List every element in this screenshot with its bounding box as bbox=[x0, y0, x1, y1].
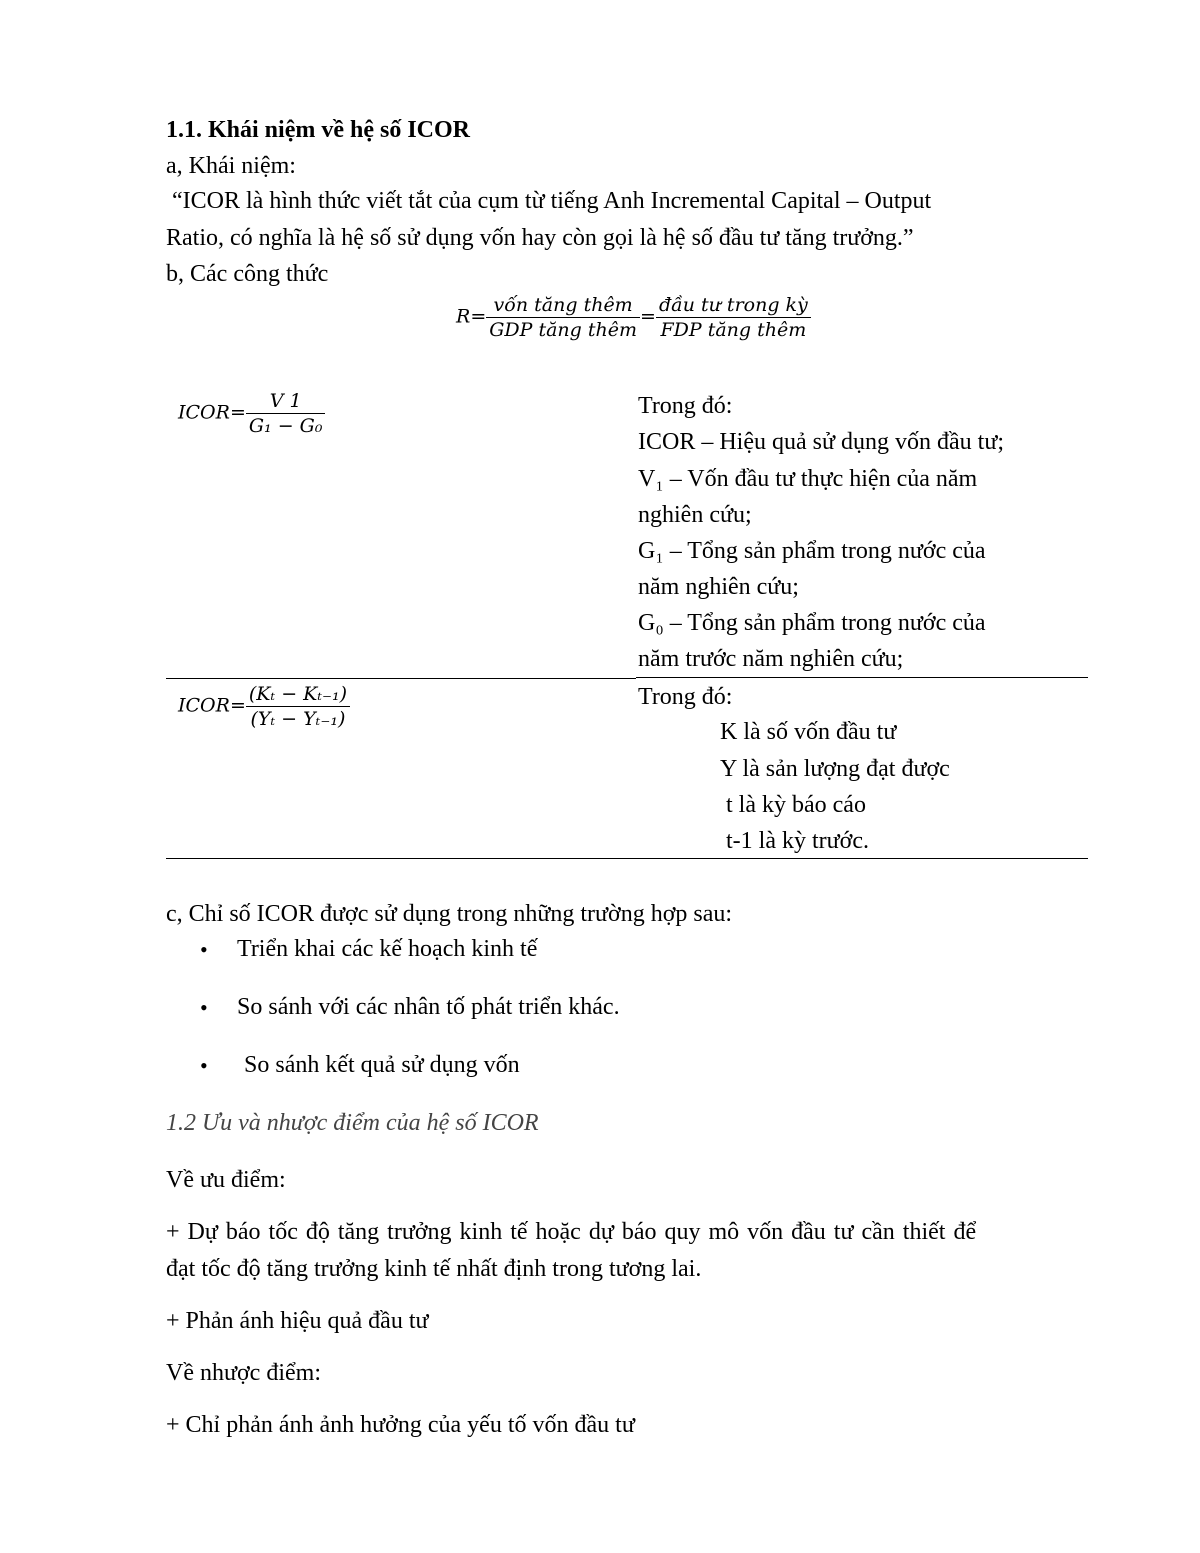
subsection-c-label: c, Chỉ số ICOR được sử dụng trong những trường hợp sau: bbox=[166, 901, 733, 927]
formula-1-note: ICOR – Hiệu quả sử dụng vốn đầu tư; bbox=[638, 429, 1004, 455]
advantage-2: + Phản ánh hiệu quả đầu tư bbox=[166, 1308, 429, 1334]
formula-1-den: G₁ − G₀ bbox=[248, 415, 323, 437]
formula-icor-1: ICOR= $\frac{V 1}{\text{G₁ − G₀}}$ bbox=[178, 390, 325, 437]
formula-1-note: năm trước năm nghiên cứu; bbox=[638, 646, 904, 672]
formula-2-fraction bbox=[246, 683, 350, 730]
formula-2-note: K là số vốn đầu tư bbox=[720, 719, 897, 745]
formula-1-note: năm nghiên cứu; bbox=[638, 574, 799, 600]
formula-1-note: nghiên cứu; bbox=[638, 502, 752, 528]
formula-2-notes-title: Trong đó: bbox=[638, 684, 733, 710]
formula-2-lhs: ICOR bbox=[178, 694, 230, 717]
bullet-dot: • bbox=[200, 995, 208, 1020]
formula-r-fraction-2 bbox=[656, 294, 811, 341]
bullet-item: So sánh với các nhân tố phát triển khác. bbox=[237, 994, 620, 1020]
formula-r-lhs: R bbox=[456, 305, 471, 328]
formula-r bbox=[456, 294, 811, 341]
section-heading-1-2: 1.2 Ưu và nhược điểm của hệ số ICOR bbox=[166, 1110, 539, 1136]
table-rule-left bbox=[166, 678, 636, 679]
formula-r-fraction-1 bbox=[486, 294, 640, 341]
formula-1-note: G₀ – Tổng sản phẩm trong nước của bbox=[638, 610, 986, 636]
formula-1-note: V₁ – Vốn đầu tư thực hiện của năm bbox=[638, 466, 978, 492]
advantage-line-2: đạt tốc độ tăng trưởng kinh tế nhất định trong tương lai. bbox=[166, 1256, 702, 1282]
formula-1-num: V 1 bbox=[246, 390, 326, 414]
table-rule-bottom bbox=[166, 858, 1088, 859]
formula-r-f2-num: đầu tư trong kỳ bbox=[656, 294, 811, 318]
formula-1-fraction bbox=[246, 390, 326, 437]
subsection-a-label: a, Khái niệm: bbox=[166, 153, 296, 179]
bullet-dot: • bbox=[200, 1053, 208, 1078]
table-rule-right bbox=[636, 677, 1088, 678]
formula-1-lhs: ICOR bbox=[178, 401, 230, 424]
bullet-item: So sánh kết quả sử dụng vốn bbox=[244, 1052, 520, 1078]
formula-r-f2-den: FDP tăng thêm bbox=[660, 319, 807, 341]
formula-2-note: Y là sản lượng đạt được bbox=[720, 756, 950, 782]
subsection-b-label: b, Các công thức bbox=[166, 261, 329, 287]
definition-line-1: “ICOR là hình thức viết tắt của cụm từ tiếng Anh Incremental Capital – Output bbox=[166, 188, 932, 214]
formula-2-num: (Kₜ − Kₜ₋₁) bbox=[246, 683, 350, 707]
definition-line-2: Ratio, có nghĩa là hệ số sử dụng vốn hay còn gọi là hệ số đầu tư tăng trưởng.” bbox=[166, 225, 914, 251]
formula-2-note: t là kỳ báo cáo bbox=[726, 792, 866, 818]
disadvantage-1: + Chỉ phản ánh ảnh hưởng của yếu tố vốn đầu tư bbox=[166, 1412, 635, 1438]
formula-1-note: G₁ – Tổng sản phẩm trong nước của bbox=[638, 538, 986, 564]
formula-1-notes-title: Trong đó: bbox=[638, 393, 733, 419]
formula-r-f1-num: vốn tăng thêm bbox=[486, 294, 640, 318]
section-heading-1-1: 1.1. Khái niệm về hệ số ICOR bbox=[166, 117, 471, 143]
advantages-label: Về ưu điểm: bbox=[166, 1167, 286, 1193]
formula-r-eq-2: = bbox=[640, 305, 656, 328]
disadvantages-label: Về nhược điểm: bbox=[166, 1360, 321, 1386]
formula-r-eq: = bbox=[470, 305, 487, 328]
bullet-item: Triển khai các kế hoạch kinh tế bbox=[237, 936, 538, 962]
formula-icor-2: ICOR= $\frac{\text{(Kₜ − Kₜ₋₁)}}{\text{(Yₜ − Yₜ₋₁)}}$ bbox=[178, 683, 350, 730]
bullet-dot: • bbox=[200, 937, 208, 962]
formula-r-f1-den: GDP tăng thêm bbox=[489, 319, 638, 341]
advantage-line-1: + Dự báo tốc độ tăng trưởng kinh tế hoặc dự báo quy mô vốn đầu tư cần thiết để bbox=[166, 1219, 977, 1245]
formula-2-den: (Yₜ − Yₜ₋₁) bbox=[250, 708, 346, 730]
formula-2-note: t-1 là kỳ trước. bbox=[726, 828, 869, 854]
